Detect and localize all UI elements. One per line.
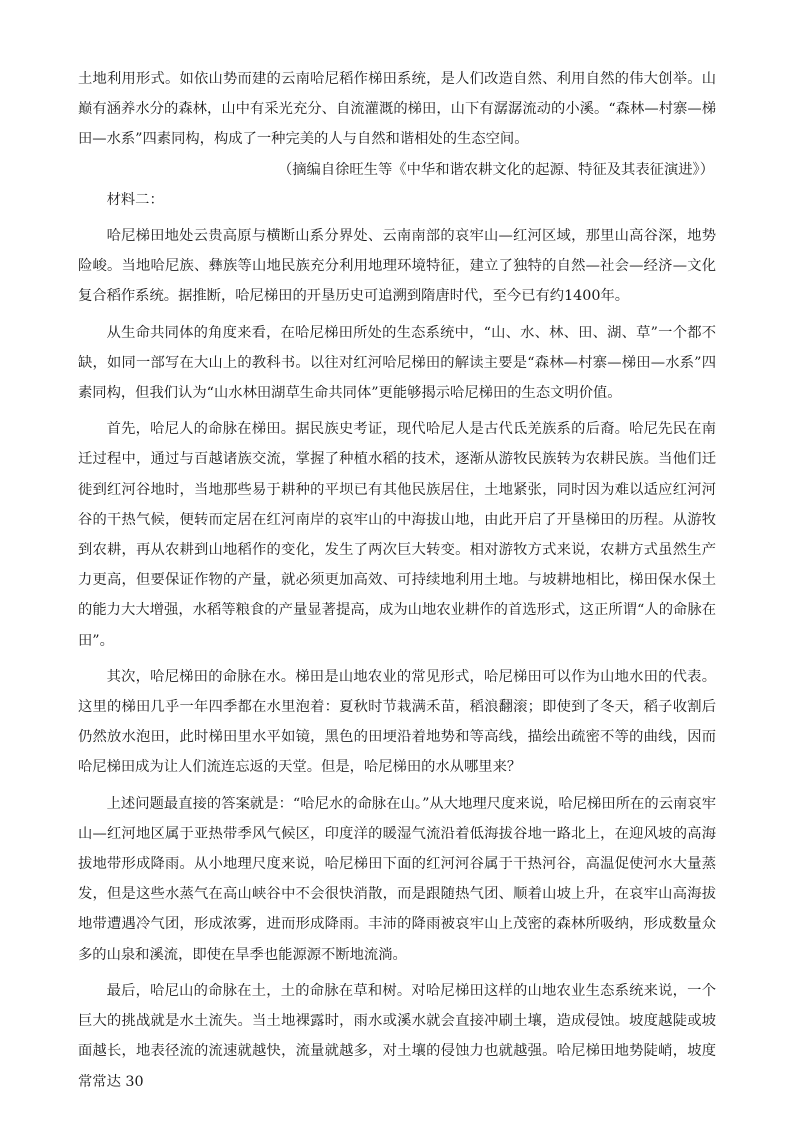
material-label: 材料二： [106, 191, 164, 208]
paragraph-lifeline-water: 其次，哈尼梯田的命脉在水。梯田是山地农业的常见形式，哈尼梯田可以作为山地水田的代表。这里的梯田几乎一年四季都在水里泡着：夏秋时节栽满禾苗，稻浪翻滚；即使到了冬天，稻子收割后仍然放水泡田，此时梯田里水平如镜，黑色的田埂沿着地势和等高线，描绘出疏密不等的曲线，因而哈尼梯田成为让人们流连忘返的天堂。但是，哈尼梯田的水从哪里来？ [78, 668, 716, 776]
paragraph-hani-location: 哈尼梯田地处云贵高原与横断山系分界处、云南南部的哀牢山—红河区域，那里山高谷深，地势险峻。当地哈尼族、彝族等山地民族充分利用地理环境特征，建立了独特的自然—社会—经济—文化复合稻作系统。据推断，哈尼梯田的开垦历史可追溯到隋唐时代，至今已有约1400年。 [78, 228, 716, 305]
paragraph-lifeline-terraces: 首先，哈尼人的命脉在梯田。据民族史考证，现代哈尼人是古代氐羌族系的后裔。哈尼先民在南迁过程中，通过与百越诸族交流，掌握了种植水稻的技术，逐渐从游牧民族转为农耕民族。当他们迁徙到红河谷地时，当地那些易于耕种的平坝已有其他民族居住，土地紧张，同时因为难以适应红河河谷的干热气候，便转而定居在红河南岸的哀牢山的中海拔山地，由此开启了开垦梯田的历程。从游牧到农耕，再从农耕到山地稻作的变化，发生了两次巨大转变。相对游牧方式来说，农耕方式虽然生产力更高，但要保证作物的产量，就必须更加高效、可持续地利用土地。与坡耕地相比，梯田保水保土的能力大大增强，水稻等粮食的产量显著提高，成为山地农业耕作的首选形式，这正所谓“人的命脉在田”。 [78, 421, 716, 649]
document-page [78, 64, 716, 1097]
paragraph-lifeline-mountain: 上述问题最直接的答案就是：“哈尼水的命脉在山。”从大地理尺度来说，哈尼梯田所在的云南哀牢山—红河地区属于亚热带季风气候区，印度洋的暖湿气流沿着低海拔谷地一路北上，在迎风坡的高海拔地带形成降雨。从小地理尺度来说，哈尼梯田下面的红河河谷属于干热河谷，高温促使河水大量蒸发，但是这些水蒸气在高山峡谷中不会很快消散，而是跟随热气团、顺着山坡上升，在哀牢山高海拔地带遭遇冷气团，形成浓雾，进而形成降雨。丰沛的降雨被哀牢山上茂密的森林所吸纳，形成数量众多的山泉和溪流，即使在旱季也能源源不断地流淌。 [78, 795, 716, 963]
paragraph-lifeline-soil: 最后，哈尼山的命脉在土，土的命脉在草和树。对哈尼梯田这样的山地农业生态系统来说，一个巨大的挑战就是水土流失。当土地裸露时，雨水或溪水就会直接冲刷土壤，造成侵蚀。坡度越陡或坡面越长，地表径流的流速就越快，流量就越多，对土壤的侵蚀力也就越强。哈尼梯田地势陡峭，坡度常常达 30 [78, 982, 716, 1090]
paragraph-life-community: 从生命共同体的角度来看，在哈尼梯田所处的生态系统中，“山、水、林、田、湖、草”一个都不缺，如同一部写在大山上的教科书。以往对红河哈尼梯田的解读主要是“森林—村寨—梯田—水系”四素同构，但我们认为“山水林田湖草生命共同体”更能够揭示哈尼梯田的生态文明价值。 [78, 324, 716, 402]
paragraph-intro-continuation: 土地利用形式。如依山势而建的云南哈尼稻作梯田系统，是人们改造自然、利用自然的伟大创举。山巅有涵养水分的森林，山中有采光充分、自流灌溉的梯田，山下有潺潺流动的小溪。“森林—村寨—梯田—水系”四素同构，构成了一种完美的人与自然和谐相处的生态空间。 [78, 71, 716, 148]
source-citation: （摘编自徐旺生等《中华和谐农耕文化的起源、特征及其表征演进》） [277, 161, 714, 178]
